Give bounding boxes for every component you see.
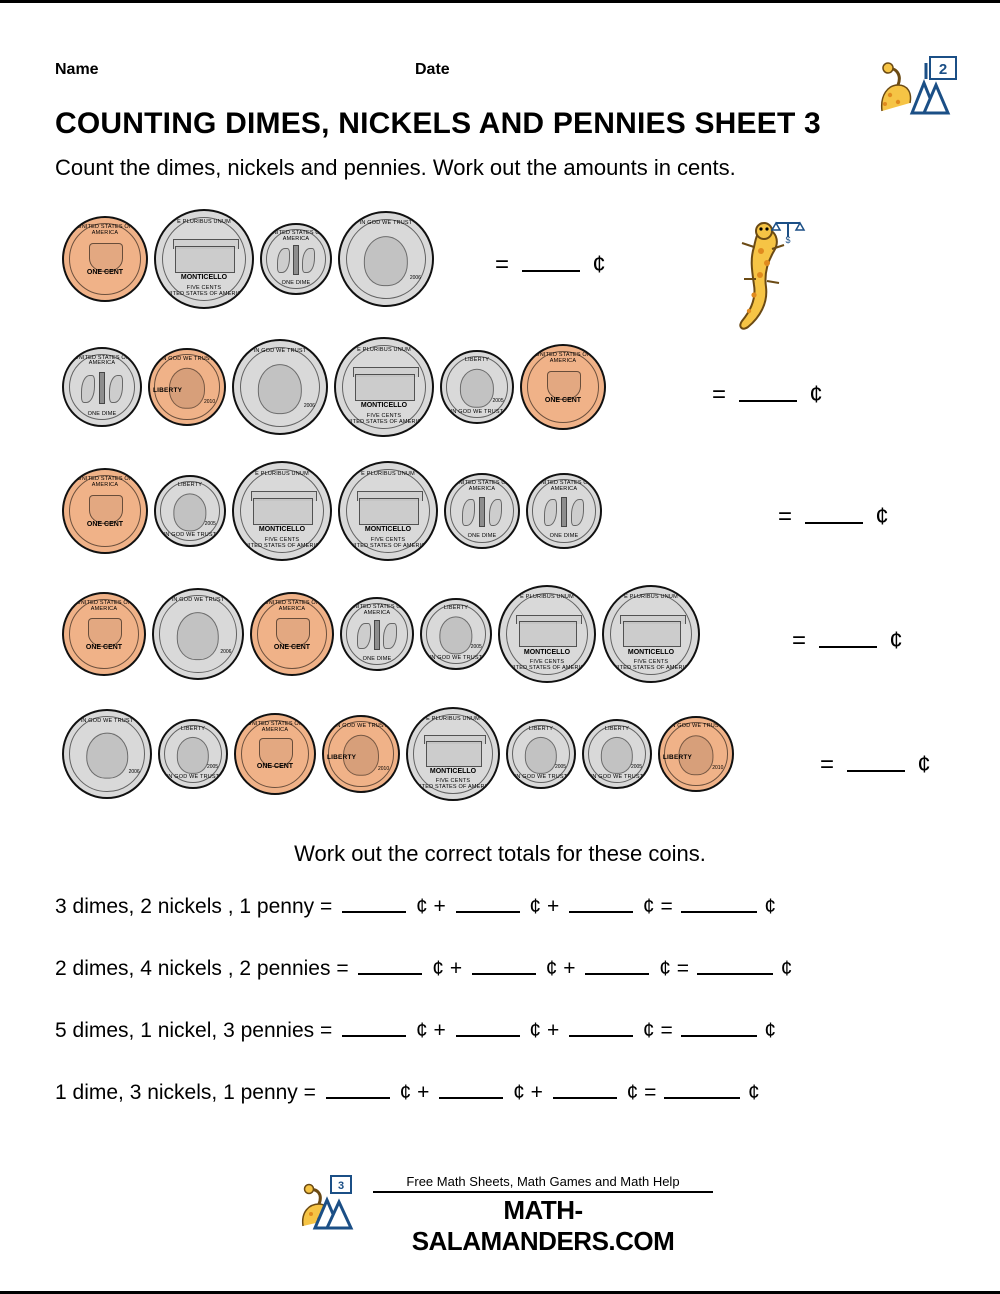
- cent-sign: ¢: [415, 895, 428, 918]
- coin-mid-text: MONTICELLO: [360, 402, 408, 410]
- coin-row: [0, 575, 1000, 699]
- coin-bottom-text: UNITED STATES OF AMERICA: [346, 542, 430, 549]
- dime-coin-head: [154, 475, 226, 547]
- plus-sign: +: [530, 1081, 543, 1104]
- total-answer-blank[interactable]: [664, 1081, 740, 1099]
- dime-coin-head: [582, 719, 652, 789]
- nickel-coin-head: [338, 211, 434, 307]
- cent-sign: ¢: [642, 895, 655, 918]
- penny-coin: [62, 592, 146, 676]
- total-prompt: 1 dime, 3 nickels, 1 penny =: [55, 1081, 316, 1104]
- answer-blank[interactable]: [342, 1019, 406, 1037]
- dime-coin-head: [506, 719, 576, 789]
- coin-top-text: UNITED STATES OF AMERICA: [77, 224, 133, 236]
- footer-salamander-logo-icon: [293, 1174, 371, 1232]
- coin-top-text: LIBERTY: [464, 357, 490, 364]
- coin-bottom-text: IN GOD WE TRUST: [450, 408, 504, 415]
- coin-denomination-text: FIVE CENTS: [186, 285, 222, 292]
- cent-sign: ¢: [889, 627, 903, 654]
- answer-blank[interactable]: [326, 1081, 390, 1099]
- cent-sign: ¢: [875, 503, 889, 530]
- coin-top-text: E PLURIBUS UNUM: [361, 470, 415, 477]
- coin-mid-text: ONE CENT: [86, 520, 124, 528]
- coin-top-text: UNITED STATES OF AMERICA: [74, 354, 130, 367]
- equals-sign: =: [660, 895, 673, 918]
- name-label: Name: [55, 61, 99, 78]
- penny-coin-head: [322, 715, 400, 793]
- total-problem-row: [55, 1019, 960, 1081]
- dime-coin: [444, 473, 520, 549]
- footer-tagline: Free Math Sheets, Math Games and Math Help: [373, 1174, 713, 1193]
- coin-mid-text: MONTICELLO: [364, 526, 412, 534]
- coin-denomination-text: FIVE CENTS: [435, 778, 471, 785]
- penny-coin-head: [148, 348, 226, 426]
- svg-text:$: $: [785, 235, 791, 245]
- answer-blank[interactable]: [847, 752, 905, 772]
- coin-top-text: IN GOD WE TRUST: [334, 722, 388, 729]
- cent-sign: ¢: [592, 251, 606, 278]
- penny-coin: [62, 468, 148, 554]
- dime-coin-head: [440, 350, 514, 424]
- coin-year: 2005: [204, 521, 216, 528]
- coin-rows: [0, 199, 1000, 815]
- cent-sign: ¢: [626, 1081, 639, 1104]
- coin-top-text: E PLURIBUS UNUM: [357, 346, 411, 353]
- cent-sign: ¢: [764, 1019, 777, 1042]
- dime-coin: [526, 473, 602, 549]
- penny-coin: [234, 713, 316, 795]
- coin-top-text: UNITED STATES OF AMERICA: [264, 600, 320, 612]
- coin-top-text: LIBERTY: [443, 605, 469, 612]
- coin-denomination-text: FIVE CENTS: [633, 659, 669, 666]
- equals-sign: =: [644, 1081, 657, 1104]
- plus-sign: +: [546, 895, 560, 918]
- coin-top-text: IN GOD WE TRUST: [253, 348, 307, 355]
- answer-slot[interactable]: [778, 503, 889, 531]
- coin-top-text: LIBERTY: [180, 725, 206, 732]
- equals-sign: =: [820, 751, 835, 778]
- coin-top-text: LIBERTY: [604, 725, 630, 732]
- coin-top-text: UNITED STATES OF AMERICA: [247, 721, 303, 733]
- coin-mid-text: ONE CENT: [256, 763, 294, 771]
- coin-denomination-text: FIVE CENTS: [366, 413, 402, 420]
- nickel-coin: [602, 585, 700, 683]
- equals-sign: =: [660, 1019, 673, 1042]
- coin-year: 2006: [128, 768, 140, 775]
- coin-year: 2006: [303, 403, 315, 410]
- coin-top-text: IN GOD WE TRUST: [669, 723, 723, 730]
- footer-site-name: MATH-SALAMANDERS.COM: [411, 1195, 675, 1256]
- coin-bottom-text: IN GOD WE TRUST: [166, 773, 220, 780]
- coin-group: [62, 707, 734, 801]
- coin-group: [62, 209, 434, 309]
- total-answer-blank[interactable]: [697, 957, 773, 975]
- penny-coin: [62, 216, 148, 302]
- total-problem-row: [55, 895, 960, 957]
- cent-sign: ¢: [513, 1081, 525, 1104]
- coin-mid-text: ONE CENT: [85, 643, 123, 651]
- coin-year: 2010: [204, 398, 216, 405]
- salamander-badge-logo: [868, 55, 964, 117]
- coin-year: 2005: [554, 763, 567, 770]
- coin-bottom-text: ONE DIME: [87, 410, 117, 417]
- coin-bottom-text: IN GOD WE TRUST: [514, 773, 568, 780]
- coin-mid-text: ONE CENT: [86, 268, 124, 276]
- coin-bottom-text: ONE DIME: [549, 533, 579, 540]
- nickel-coin-head: [232, 339, 328, 435]
- coin-bottom-text: UNITED STATES OF AMERICA: [505, 665, 589, 672]
- cent-sign: ¢: [642, 1019, 655, 1042]
- coin-year: 2010: [712, 765, 724, 772]
- plus-sign: +: [433, 1019, 446, 1042]
- answer-blank[interactable]: [553, 1081, 617, 1099]
- total-answer-blank[interactable]: [681, 895, 757, 913]
- coin-top-text: E PLURIBUS UNUM: [624, 594, 678, 601]
- dime-coin: [260, 223, 332, 295]
- coin-bottom-text: UNITED STATES OF AMERICA: [162, 290, 246, 297]
- coin-top-text: UNITED STATES OF AMERICA: [76, 600, 132, 612]
- coin-top-text: UNITED STATES OF AMERICA: [349, 604, 405, 616]
- plus-sign: +: [417, 1081, 430, 1104]
- coin-top-text: UNITED STATES OF AMERICA: [77, 476, 133, 488]
- coin-top-text: IN GOD WE TRUST: [359, 220, 413, 227]
- cent-sign: ¢: [545, 957, 558, 980]
- coin-top-text: IN GOD WE TRUST: [160, 355, 214, 362]
- cent-sign: ¢: [809, 381, 823, 408]
- penny-coin-head: [658, 716, 734, 792]
- coin-year: 2005: [630, 763, 643, 770]
- coin-top-text: UNITED STATES OF AMERICA: [535, 352, 591, 364]
- cent-sign: ¢: [432, 957, 444, 980]
- coin-side-text: LIBERTY: [662, 753, 693, 761]
- cent-sign: ¢: [780, 957, 793, 980]
- penny-coin: [250, 592, 334, 676]
- coin-side-text: LIBERTY: [152, 386, 183, 394]
- answer-blank[interactable]: [456, 1019, 520, 1037]
- cent-sign: ¢: [917, 751, 931, 778]
- nickel-coin: [338, 461, 438, 561]
- equals-sign: =: [792, 627, 807, 654]
- coin-top-text: E PLURIBUS UNUM: [520, 594, 574, 601]
- nickel-coin-head: [62, 709, 152, 799]
- plus-sign: +: [433, 895, 446, 918]
- coin-group: [62, 585, 700, 683]
- coin-bottom-text: UNITED STATES OF AMERICA: [411, 783, 495, 790]
- nickel-coin: [154, 209, 254, 309]
- equals-sign: =: [712, 381, 727, 408]
- equals-sign: =: [676, 957, 690, 980]
- total-prompt: 5 dimes, 1 nickel, 3 pennies =: [55, 1019, 333, 1042]
- coin-top-text: UNITED STATES OF AMERICA: [454, 480, 510, 492]
- nickel-coin-head: [152, 588, 244, 680]
- coin-mid-text: ONE CENT: [544, 396, 582, 404]
- answer-blank[interactable]: [439, 1081, 503, 1099]
- total-problem-row: [55, 1081, 960, 1143]
- answer-slot[interactable]: [792, 627, 903, 655]
- cent-sign: ¢: [659, 957, 671, 980]
- answer-blank[interactable]: [739, 382, 797, 402]
- answer-blank[interactable]: [342, 895, 406, 913]
- page-footer: [0, 1174, 1000, 1257]
- total-problem-row: [55, 957, 960, 1019]
- answer-slot[interactable]: [712, 381, 823, 409]
- answer-slot[interactable]: [495, 251, 606, 279]
- nickel-coin: [232, 461, 332, 561]
- plus-sign: +: [546, 1019, 560, 1042]
- coin-top-text: LIBERTY: [177, 482, 203, 489]
- coin-top-text: IN GOD WE TRUST: [80, 717, 134, 724]
- worksheet-header: [55, 61, 960, 85]
- coin-mid-text: ONE CENT: [273, 643, 311, 651]
- total-answer-blank[interactable]: [681, 1019, 757, 1037]
- coin-group: [62, 461, 602, 561]
- coin-row: [0, 451, 1000, 575]
- answer-blank[interactable]: [585, 957, 649, 975]
- dime-coin: [62, 347, 142, 427]
- answer-blank[interactable]: [358, 957, 422, 975]
- answer-blank[interactable]: [456, 895, 520, 913]
- cent-sign: ¢: [415, 1019, 428, 1042]
- equals-sign: =: [495, 251, 510, 278]
- coin-bottom-text: UNITED STATES OF AMERICA: [342, 418, 426, 425]
- coin-top-text: UNITED STATES OF AMERICA: [536, 480, 592, 492]
- coin-bottom-text: ONE DIME: [281, 279, 311, 286]
- plus-sign: +: [449, 957, 463, 980]
- svg-text:3: 3: [337, 1180, 345, 1192]
- coin-bottom-text: UNITED STATES OF AMERICA: [609, 665, 693, 672]
- answer-blank[interactable]: [569, 895, 633, 913]
- date-label: Date: [415, 61, 450, 78]
- total-prompt: 3 dimes, 2 nickels , 1 penny =: [55, 895, 333, 918]
- coin-bottom-text: IN GOD WE TRUST: [163, 531, 217, 538]
- coin-year: 2005: [470, 644, 482, 651]
- answer-blank[interactable]: [569, 1019, 633, 1037]
- coin-row: [0, 199, 1000, 329]
- coin-year: 2005: [206, 763, 219, 770]
- coin-bottom-text: UNITED STATES OF AMERICA: [240, 542, 324, 549]
- coin-row: [0, 329, 1000, 451]
- plus-sign: +: [563, 957, 576, 980]
- penny-coin: [520, 344, 606, 430]
- coin-year: 2005: [492, 397, 504, 404]
- svg-text:2: 2: [938, 61, 948, 78]
- coin-denomination-text: FIVE CENTS: [264, 537, 300, 544]
- coin-row: [0, 699, 1000, 815]
- coin-denomination-text: FIVE CENTS: [529, 659, 565, 666]
- answer-blank[interactable]: [819, 628, 877, 648]
- answer-slot[interactable]: [820, 751, 931, 779]
- coin-mid-text: MONTICELLO: [627, 649, 675, 657]
- coin-mid-text: MONTICELLO: [180, 274, 228, 282]
- total-prompt: 2 dimes, 4 nickels , 2 pennies =: [55, 957, 349, 980]
- coin-top-text: IN GOD WE TRUST: [171, 596, 225, 603]
- coin-bottom-text: IN GOD WE TRUST: [429, 654, 483, 661]
- coin-top-text: E PLURIBUS UNUM: [426, 716, 480, 723]
- cent-sign: ¢: [529, 1019, 542, 1042]
- cent-sign: ¢: [399, 1081, 412, 1104]
- coin-mid-text: MONTICELLO: [429, 768, 477, 776]
- coin-side-text: LIBERTY: [326, 753, 357, 761]
- page-subtitle: Count the dimes, nickels and pennies. Work out the amounts in cents.: [55, 155, 736, 180]
- answer-blank[interactable]: [522, 252, 580, 272]
- totals-section: [55, 895, 960, 1143]
- nickel-coin: [498, 585, 596, 683]
- totals-heading: Work out the correct totals for these coins.: [294, 841, 706, 866]
- answer-blank[interactable]: [805, 504, 863, 524]
- cent-sign: ¢: [764, 895, 777, 918]
- coin-bottom-text: ONE DIME: [362, 655, 392, 662]
- coin-year: 2006: [409, 275, 421, 282]
- cent-sign: ¢: [529, 895, 542, 918]
- nickel-coin: [334, 337, 434, 437]
- coin-mid-text: MONTICELLO: [258, 526, 306, 534]
- dime-coin-head: [420, 598, 492, 670]
- page-title: COUNTING DIMES, NICKELS AND PENNIES SHEET 3: [55, 107, 821, 140]
- dime-coin-head: [158, 719, 228, 789]
- equals-sign: =: [778, 503, 793, 530]
- coin-year: 2010: [378, 765, 390, 772]
- coin-year: 2006: [220, 649, 232, 656]
- nickel-coin: [406, 707, 500, 801]
- coin-bottom-text: ONE DIME: [467, 533, 497, 540]
- cent-sign: ¢: [748, 1081, 760, 1104]
- coin-top-text: LIBERTY: [528, 725, 554, 732]
- coin-group: [62, 337, 606, 437]
- coin-denomination-text: FIVE CENTS: [370, 537, 406, 544]
- coin-bottom-text: IN GOD WE TRUST: [590, 773, 644, 780]
- coin-top-text: E PLURIBUS UNUM: [177, 218, 231, 225]
- coin-mid-text: MONTICELLO: [523, 649, 571, 657]
- coin-top-text: UNITED STATES OF AMERICA: [268, 230, 324, 242]
- dime-coin: [340, 597, 414, 671]
- coin-top-text: E PLURIBUS UNUM: [255, 470, 309, 477]
- answer-blank[interactable]: [472, 957, 536, 975]
